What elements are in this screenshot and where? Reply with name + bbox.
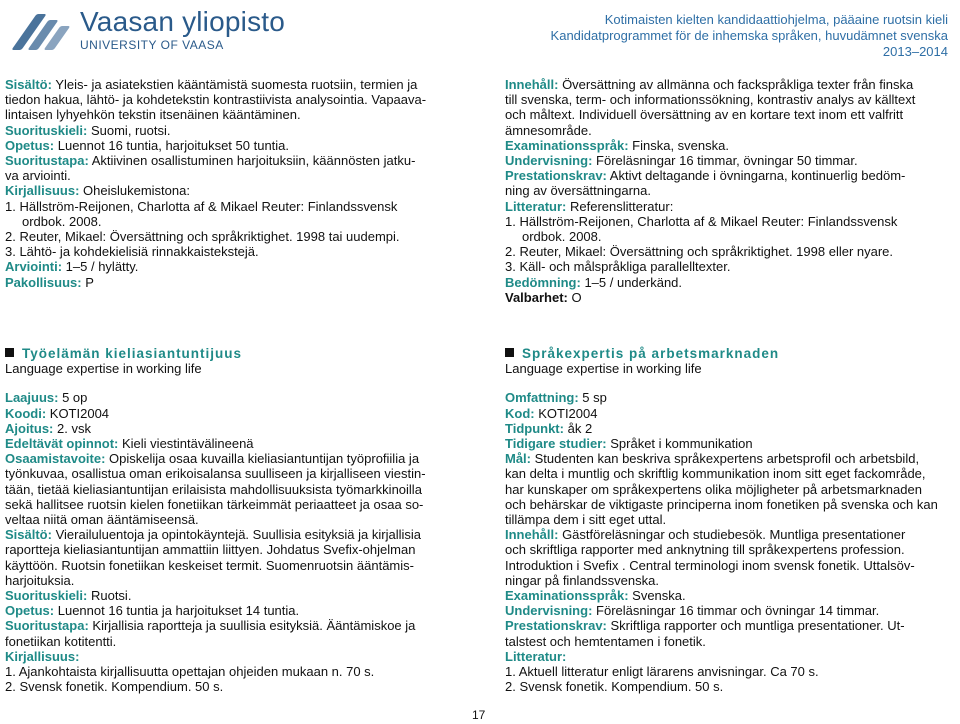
field-text: Översättning av allmänna och fackspråkliga texter från finska [558,77,914,92]
field-label: Opetus: [5,603,55,619]
field-text: kan delta i muntlig och skriftlig kommunikation inom sitt eget fackområde, [505,466,926,482]
field-text: till svenska, term- och informationssökning, kontrastiv analys av källtext [505,92,916,108]
field-text: 1–5 / underkänd. [580,274,683,290]
field-label: Arviointi: [5,259,63,275]
list-item: 1. Aktuell litteratur enligt lärarens anvisningar. Ca 70 s. [505,664,819,680]
field-text: åk 2 [563,420,593,436]
bullet-square-icon [5,348,14,357]
university-logo [6,8,285,52]
field-label: Laajuus: [5,390,59,406]
field-label: Sisältö: [5,527,52,543]
field-text: Skriftliga rapporter och muntliga presentationer. Ut- [606,618,905,634]
section-title: Språkexpertis på arbetsmarknaden [522,346,780,361]
field-label: Pakollisuus: [5,274,82,290]
field-text: och skriftliga rapporter med anknytning till språkexpertens profession. [505,542,905,558]
list-item: 1. Hällström-Reijonen, Charlotta af & Mikael Reuter: Finlandssvensk [505,213,898,229]
page-number: 17 [472,708,486,722]
field-text: 5 op [58,390,88,406]
field-text: va arviointi. [5,168,71,184]
field-label: Suoritustapa: [5,153,89,169]
field-label: Suorituskieli: [5,122,88,138]
header-program-sv: Kandidatprogrammet för de inhemska språken, huvudämnet svenska [550,28,948,43]
section-subtitle: Language expertise in working life [5,361,202,377]
field-label: Osaamistavoite: [5,451,106,467]
header-academic-year: 2013–2014 [882,44,948,59]
field-text: Gästföreläsningar och studiebesök. Muntliga presentationer [558,527,906,543]
list-item: 2. Reuter, Mikael: Översättning och språkriktighet. 1998 eller nyare. [505,244,894,260]
field-label: Kirjallisuus: [5,648,80,664]
field-text: ning av översättningarna. [505,183,651,199]
field-text: och måltext. Individuell översättning av en kortare text inom ett valfritt [505,107,904,123]
list-item: 3. Lähtö- ja kohdekielisiä rinnakkaistekstejä. [5,244,259,260]
list-item-cont: ordbok. 2008. [22,213,102,229]
field-label: Kod: [505,405,535,421]
field-label: Edeltävät opinnot: [5,436,119,452]
field-text: Yleis- ja asiatekstien kääntämistä suomesta ruotsiin, termien ja [51,77,418,92]
field-label: Sisältö: [5,77,52,92]
field-text: tillämpa dem i sitt eget uttal. [505,512,667,528]
field-label: Litteratur: [505,198,567,214]
list-item: 2. Reuter, Mikael: Översättning och språkriktighet. 1998 tai uudempi. [5,229,400,245]
field-text: O [567,289,582,305]
field-label: Opetus: [5,137,55,153]
field-text: Föreläsningar 16 timmar och övningar 14 timmar. [592,603,880,619]
field-text: och behärskar de viktigaste principerna inom fonetiken på svenska och kan [505,496,938,512]
field-label: Mål: [505,451,531,467]
field-label: Bedömning: [505,274,581,290]
field-label: Omfattning: [505,390,579,406]
field-text: KOTI2004 [534,405,598,421]
field-label: Litteratur: [505,648,567,664]
field-text: P [81,274,94,290]
field-text: Suomi, ruotsi. [87,122,171,138]
field-text: Aktivt deltagande i övningarna, kontinuerlig bedöm- [606,168,906,184]
field-label: Examinationsspråk: [505,588,629,604]
field-text: käyttöön. Ruotsin fonetiikan keskeiset termit. Suomenruotsin ääntämis- [5,557,414,573]
field-text: tiedon hakua, lähtö- ja kohdetekstin kontrastiivista analysointia. Vapaava- [5,92,427,108]
list-item: 2. Svensk fonetik. Kompendium. 50 s. [505,679,724,695]
course-description-fi-1 [5,77,454,290]
field-text: Luennot 16 tuntia, harjoitukset 50 tuntia. [54,137,290,153]
field-label: Kirjallisuus: [5,183,80,199]
field-label: Tidpunkt: [505,420,564,436]
section-title: Työelämän kieliasiantuntijuus [22,346,243,361]
logo-mark-icon [6,10,76,50]
page-header [551,12,948,60]
header-program-fi: Kotimaisten kielten kandidaattiohjelma, pääaine ruotsin kieli [604,12,948,27]
field-text: har kunskaper om språkexpertens olika möjligheter på arbetsmarknaden [505,481,922,497]
list-item: 2. Svensk fonetik. Kompendium. 50 s. [5,679,224,695]
field-text: lintaisen lyhyehkön tekstin itsenäinen kääntäminen. [5,107,301,123]
field-text: Referenslitteratur: [566,198,674,214]
field-text: Vierailuluentoja ja opintokäyntejä. Suullisia esityksiä ja kirjallisia [51,527,421,543]
field-label: Innehåll: [505,77,559,92]
field-text: Kirjallisia raportteja ja suullisia esityksiä. Ääntämiskoe ja [88,618,416,634]
logo-name-en: UNIVERSITY OF VAASA [80,38,224,52]
field-label: Undervisning: [505,603,593,619]
field-label: Suorituskieli: [5,588,88,604]
field-label: Prestationskrav: [505,168,607,184]
field-text: Finska, svenska. [628,137,729,153]
field-text: fonetiikan kotitentti. [5,633,117,649]
field-label: Prestationskrav: [505,618,607,634]
bullet-square-icon [505,348,514,357]
field-text: sekä hallitsee ruotsin kielen fonetiikan tärkeimmät periaatteet ja osaa so- [5,496,424,512]
field-text: Oheislukemistona: [79,183,190,199]
list-item: 1. Hällström-Reijonen, Charlotta af & Mikael Reuter: Finlandssvensk [5,198,398,214]
field-text: 1–5 / hylätty. [62,259,139,275]
field-label: Suoritustapa: [5,618,89,634]
list-item: 1. Ajankohtaista kirjallisuutta opettajan ohjeiden mukaan n. 70 s. [5,664,375,680]
list-item-cont: ordbok. 2008. [522,229,602,245]
course-description-sv-1 [505,77,955,305]
field-text: Opiskelija osaa kuvailla kieliasiantuntijan työprofiilia ja [105,451,420,467]
field-label: Examinationsspråk: [505,137,629,153]
list-item: 3. Käll- och målspråkliga parallelltexter. [505,259,731,275]
field-text: Aktiivinen osallistuminen harjoituksiin, käännösten jatku- [88,153,416,169]
field-text: ämnesområde. [505,122,592,138]
field-label: Ajoitus: [5,420,54,436]
course-description-fi-2 [5,346,454,694]
field-text: KOTI2004 [46,405,110,421]
field-label: Valbarhet: [505,289,568,305]
field-label: Koodi: [5,405,47,421]
course-description-sv-2 [505,346,955,694]
field-text: Ruotsi. [87,588,132,604]
field-text: Föreläsningar 16 timmar, övningar 50 timmar. [592,153,858,169]
field-text: Kieli viestintävälineenä [118,436,254,452]
field-label: Undervisning: [505,153,593,169]
field-text: 2. vsk [53,420,91,436]
field-text: työnkuvaa, osallistua oman erikoisalansa suulliseen ja kirjalliseen viestin- [5,466,426,482]
section-subtitle: Language expertise in working life [505,361,702,377]
field-text: tään, tietää kieliasiantuntijan erilaisista mahdollisuuksista työmarkkinoilla [5,481,422,497]
field-text: veltaa niitä oman ääntämiseensä. [5,512,199,528]
field-text: Svenska. [628,588,686,604]
field-text: Studenten kan beskriva språkexpertens arbetsprofil och arbetsbild, [531,451,920,467]
logo-name-fi: Vaasan yliopisto [80,6,286,37]
field-text: ningar på finlandssvenska. [505,572,659,588]
field-text: Introduktion i Svefix . Central terminologi inom svensk fonetik. Uttalsöv- [505,557,915,573]
field-text: Språket i kommunikation [606,436,753,452]
field-text: harjoituksia. [5,572,75,588]
field-text: Luennot 16 tuntia ja harjoitukset 14 tuntia. [54,603,300,619]
field-label: Innehåll: [505,527,559,543]
field-text: raportteja kieliasiantuntijan ammattiin liittyen. Johdatus Svefix-ohjelman [5,542,416,558]
field-text: talstest och hemtentamen i fonetik. [505,633,706,649]
field-text: 5 sp [578,390,607,406]
field-label: Tidigare studier: [505,436,607,452]
